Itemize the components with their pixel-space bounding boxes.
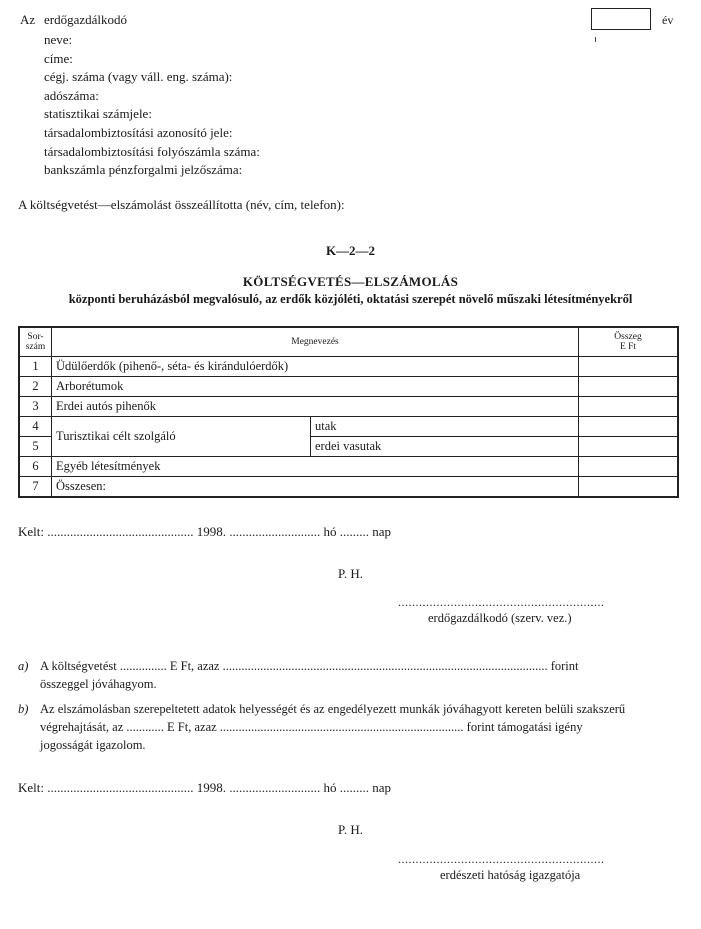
approval-a-label: a) xyxy=(18,659,29,673)
table-row xyxy=(19,357,678,377)
table-row xyxy=(19,377,678,397)
row-number: 3 xyxy=(19,397,52,417)
form-code: K—2—2 xyxy=(325,243,376,258)
col-header-name: Megnevezés xyxy=(52,327,579,357)
date-line: Kelt: ............................................. 1998. ............................ hó ......... nap xyxy=(18,524,392,539)
signature-line[interactable]: ........................................................... xyxy=(398,852,605,866)
field-registration: cégj. száma (vagy váll. eng. száma): xyxy=(44,69,233,85)
year-label: év xyxy=(662,13,674,27)
amount-cell[interactable] xyxy=(579,357,679,377)
col-header-amount: Összeg E Ft xyxy=(579,327,679,357)
row-name: Erdei autós pihenők xyxy=(52,397,579,417)
row-number: 6 xyxy=(19,457,52,477)
row-name: Arborétumok xyxy=(52,377,579,397)
row-number: 2 xyxy=(19,377,52,397)
approval-b-line3: jogosságát igazolom. xyxy=(40,738,146,752)
date-line: Kelt: ............................................. 1998. ............................ hó ......... nap xyxy=(18,780,392,795)
amount-cell[interactable] xyxy=(579,477,679,498)
field-tax-number: adószáma: xyxy=(44,87,99,103)
signature-label: erdészeti hatóság igazgatója xyxy=(440,868,581,882)
approval-a-line1: A költségvetést ............... E Ft, azaz ........................................................................................................ forint xyxy=(40,659,579,673)
compiled-by-label: A költségvetést—elszámolást összeállította (név, cím, telefon): xyxy=(18,197,345,212)
row-number: 5 xyxy=(19,437,52,457)
signature-line[interactable]: ........................................................... xyxy=(398,595,605,609)
row-name: Üdülőerdők (pihenő-, séta- és kirándulóerdők) xyxy=(52,357,579,377)
organizer-label: erdőgazdálkodó xyxy=(44,12,128,27)
row-subname: erdei vasutak xyxy=(311,437,579,457)
form-title: KÖLTSÉGVETÉS—ELSZÁMOLÁS xyxy=(242,274,459,289)
table-header-row xyxy=(19,327,678,357)
amount-cell[interactable] xyxy=(579,397,679,417)
form-subtitle: központi beruházásból megvalósuló, az erdők közjóléti, oktatási szerepét növelő műszaki létesítményekről xyxy=(68,292,633,306)
stamp-place: P. H. xyxy=(338,822,363,837)
field-social-id: társadalombiztosítási azonosító jele: xyxy=(44,124,233,140)
approval-a xyxy=(18,657,680,693)
table-row xyxy=(19,397,678,417)
row-name: Egyéb létesítmények xyxy=(52,457,579,477)
approval-b-line1: Az elszámolásban szerepeltetett adatok helyességét és az engedélyezett munkák jóváhagyott kereten belüli szakszerű xyxy=(40,702,626,716)
approval-a-line2: összeggel jóváhagyom. xyxy=(40,677,157,691)
stamp-place: P. H. xyxy=(338,566,363,581)
az-label: Az xyxy=(20,12,36,27)
amount-cell[interactable] xyxy=(579,377,679,397)
cost-table xyxy=(18,326,679,498)
row-name: Turisztikai célt szolgáló xyxy=(52,417,311,457)
table-row xyxy=(19,417,678,437)
row-subname: utak xyxy=(311,417,579,437)
organizer-fields xyxy=(44,31,260,180)
row-number: 1 xyxy=(19,357,52,377)
signature-label: erdőgazdálkodó (szerv. vez.) xyxy=(428,611,572,625)
approval-b-line2: végrehajtását, az ............ E Ft, azaz .............................................................................. forint támogatási igény xyxy=(40,720,583,734)
field-stat-code: statisztikai számjele: xyxy=(44,106,152,122)
table-row xyxy=(19,457,678,477)
col-header-no: Sor- szám xyxy=(19,327,52,357)
amount-cell[interactable] xyxy=(579,457,679,477)
row-name: Összesen: xyxy=(52,477,579,498)
year-input[interactable] xyxy=(591,8,651,30)
approval-b-label: b) xyxy=(18,702,29,716)
field-bank-account: bankszámla pénzforgalmi jelzőszáma: xyxy=(44,162,243,178)
field-name: neve: xyxy=(44,32,73,47)
field-social-account: társadalombiztosítási folyószámla száma: xyxy=(44,143,260,159)
field-address: címe: xyxy=(44,50,73,66)
amount-cell[interactable] xyxy=(579,417,679,437)
approval-b xyxy=(18,700,680,754)
amount-cell[interactable] xyxy=(579,437,679,457)
table-row xyxy=(19,477,678,498)
row-number: 4 xyxy=(19,417,52,437)
row-number: 7 xyxy=(19,477,52,498)
scan-mark xyxy=(595,37,596,42)
